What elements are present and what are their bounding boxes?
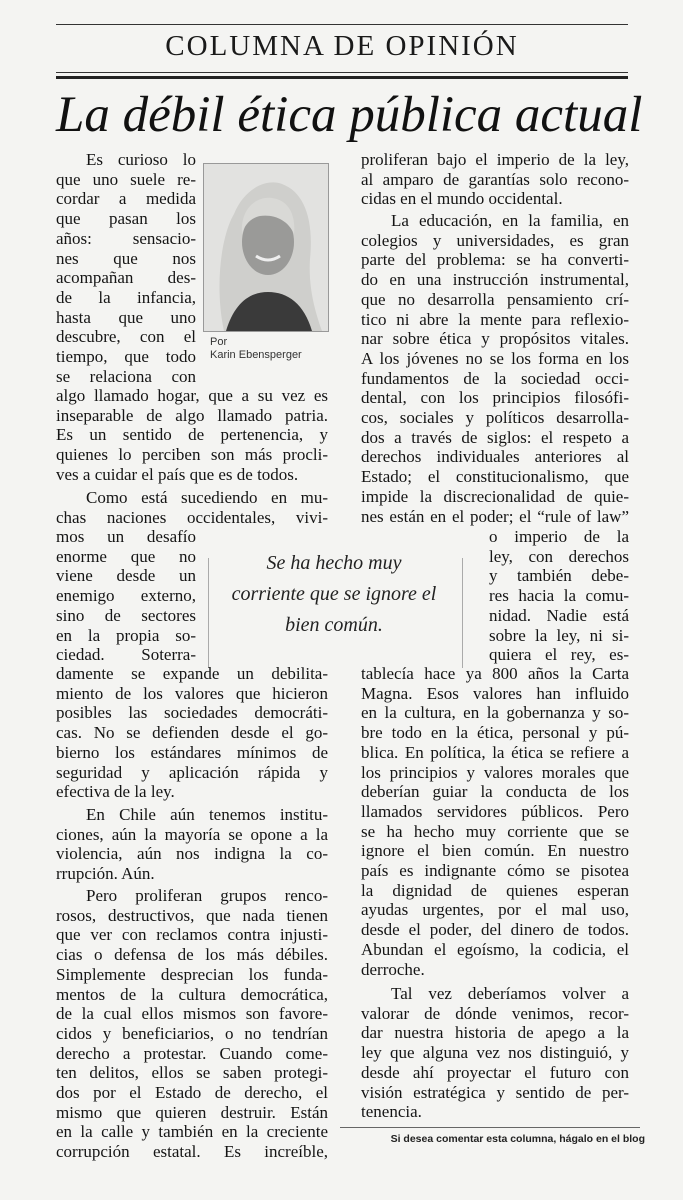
text-line: ciedad. Soterra-: [56, 645, 196, 665]
text-line: acompañan des-: [56, 268, 196, 288]
text-line: mos un desafío: [56, 527, 196, 546]
text-line: al amparo de garantías solo recono-: [361, 169, 629, 189]
text-line: mismo que quieren destruir. Están: [56, 1102, 328, 1122]
text-line: se relaciona con: [56, 366, 196, 386]
text-line: cias o defensa de los más débiles.: [56, 945, 328, 965]
byline: [210, 336, 302, 362]
text-line: ley, con derechos: [489, 546, 629, 566]
text-line: ignore el bien común. En nuestro: [361, 841, 629, 861]
text-line: ciones, aún la mayoría se opone a la: [56, 824, 328, 844]
text-line: hasta que uno: [56, 307, 196, 327]
text-line: deberían guiar la conducta de los: [361, 782, 629, 802]
byline-author: Karin Ebensperger: [210, 349, 302, 361]
text-line: rrupción. Aún.: [56, 864, 155, 884]
text-line: la dignidad de quienes esperan: [361, 880, 629, 900]
text-line: dos por el Estado de derecho, el: [56, 1083, 328, 1102]
text-line: nes que nos: [56, 248, 196, 268]
text-line: La educación, en la familia, en: [391, 211, 629, 230]
text-line: inseparable de algo llamado patria.: [56, 405, 328, 425]
text-line: rosos, destructivos, que nada tienen: [56, 905, 328, 925]
text-line: en la cultura, en la gobernanza y so-: [361, 703, 629, 723]
text-line: dental, con los principios filosófi-: [361, 388, 629, 408]
text-line: años: sensacio-: [56, 228, 196, 248]
text-line: miento de los valores que hicieron: [56, 683, 328, 703]
text-line: de la infancia,: [56, 287, 196, 307]
author-portrait-icon: [204, 164, 328, 331]
text-line: efectiva de la ley.: [56, 782, 175, 802]
text-line: cidas en el mundo occidental.: [361, 189, 563, 209]
text-line: En Chile aún tenemos institu-: [86, 805, 328, 824]
text-line: desde el poder, del dinero de todos.: [361, 920, 629, 940]
text-line: dos a través de siglos: el respeto a: [361, 427, 629, 447]
pull-quote-line: bien común.: [285, 614, 383, 636]
text-line: ten delitos, ellos se saben protegi-: [56, 1063, 328, 1083]
text-line: proliferan bajo el imperio de la ley,: [361, 150, 629, 169]
top-rule: [56, 24, 628, 25]
byline-prefix: Por: [210, 336, 228, 348]
text-line: bre todo en la ética, personal y pú-: [361, 723, 629, 743]
text-line: posibles las sociedades democráti-: [56, 703, 328, 723]
text-line: desde ahí proyectar el futuro con: [361, 1062, 629, 1082]
text-line: do en una instrucción instrumental,: [361, 270, 629, 290]
text-line: que uno suele re-: [56, 169, 196, 189]
text-line: que no desarrolla pensamiento crí-: [361, 289, 629, 309]
text-line: descubre, con el: [56, 327, 196, 347]
text-line: nidad. Nadie está: [489, 605, 629, 625]
text-line: los principios y valores morales que: [361, 762, 629, 782]
text-line: ley que alguna vez nos distinguió, y: [361, 1043, 629, 1063]
text-line: nar sobre ética y propósitos vitales.: [361, 329, 629, 349]
kicker-rule: [56, 72, 628, 73]
text-line: Es curioso lo: [86, 150, 196, 169]
text-line: en la calle y también en la creciente: [56, 1122, 328, 1142]
text-line: fundamentos de la sociedad occi-: [361, 368, 629, 388]
footer-note: Si desea comentar esta columna, hágalo en el blog: [390, 1133, 645, 1145]
text-line: que pasan los: [56, 209, 196, 229]
pull-quote-line: Se ha hecho muy: [266, 552, 402, 574]
text-line: en la propia so-: [56, 625, 196, 645]
text-line: nes están en el poder; el “rule of law”: [361, 506, 629, 526]
pull-quote-rule-left: [208, 558, 209, 668]
text-line: chas naciones occidentales, vivi-: [56, 507, 328, 527]
text-line: cordar a medida: [56, 189, 196, 209]
text-line: país es indignante cómo se pisotea: [361, 861, 629, 880]
text-line: o imperio de la: [489, 527, 629, 546]
text-line: cidos y beneficiarios, o no tendrían: [56, 1023, 328, 1043]
text-line: ayudas urgentes, por el mal uso,: [361, 900, 629, 920]
text-line: A los jóvenes no se los forma en los: [361, 348, 629, 368]
text-line: derechos individuales anteriores al: [361, 447, 629, 467]
text-line: quienes lo perciben son más procli-: [56, 445, 328, 465]
pull-quote: [212, 548, 456, 641]
text-line: valorar de dónde venimos, recor-: [361, 1003, 629, 1023]
text-line: Magna. Esos valores han influido: [361, 683, 629, 703]
text-line: tablecía hace ya 800 años la Carta: [361, 664, 629, 683]
text-line: Simplemente desprecian los funda-: [56, 964, 328, 984]
text-line: Pero proliferan grupos renco-: [86, 886, 328, 905]
text-line: damente se expande un debilita-: [56, 664, 328, 683]
text-line: cos, sociales y políticos desarrolla-: [361, 408, 629, 427]
text-line: Como está sucediendo en mu-: [86, 488, 328, 507]
text-line: res hacia la comu-: [489, 586, 629, 606]
author-photo: [203, 163, 329, 332]
text-line: blica. En política, la ética se refiere a: [361, 742, 629, 762]
text-line: visión estratégica y sentido de per-: [361, 1082, 629, 1102]
text-line: y también debe-: [489, 566, 629, 586]
text-line: tiempo, que todo: [56, 347, 196, 366]
text-line: sino de sectores: [56, 605, 196, 625]
headline: La débil ética pública actual: [56, 87, 643, 143]
text-line: de la cual ellos mismos son favore-: [56, 1004, 328, 1024]
text-line: Estado; el constitucionalismo, que: [361, 467, 629, 487]
text-line: Tal vez deberíamos volver a: [391, 984, 629, 1003]
text-line: seguridad y aplicación rápida y: [56, 762, 328, 782]
text-line: que ver con reclamos contra injusti-: [56, 925, 328, 945]
text-line: viene desde un: [56, 566, 196, 586]
text-line: violencia, aún nos indigna la co-: [56, 844, 328, 864]
text-line: derroche.: [361, 959, 425, 979]
text-line: corrupción estatal. Es increíble,: [56, 1142, 328, 1162]
text-line: enorme que no: [56, 546, 196, 566]
pull-quote-line: corriente que se ignore el: [231, 583, 437, 605]
text-line: bierno los estándares mínimos de: [56, 742, 328, 762]
text-line: Abundan el egoísmo, la codicia, el: [361, 939, 629, 959]
text-line: parte del problema: se ha converti-: [361, 250, 629, 270]
text-line: se ha hecho muy corriente que se: [361, 821, 629, 841]
section-kicker: COLUMNA DE OPINIÓN: [165, 30, 519, 62]
text-line: sobre la ley, ni si-: [489, 625, 629, 645]
text-line: ves a cuidar el país que es de todos.: [56, 464, 299, 484]
text-line: colegios y universidades, es gran: [361, 230, 629, 250]
text-line: dar nuestra historia de apego a la: [361, 1023, 629, 1043]
text-line: cas. No se defienden desde el go-: [56, 723, 328, 743]
text-line: mentos de la cultura democrática,: [56, 984, 328, 1004]
text-line: quiera el rey, es-: [489, 645, 629, 665]
kicker-rule-thick: [56, 76, 628, 79]
text-line: derecho a protestar. Cuando come-: [56, 1043, 328, 1063]
text-line: llamados servidores públicos. Pero: [361, 801, 629, 821]
text-line: impide la discrecionalidad de quie-: [361, 486, 629, 506]
text-line: enemigo externo,: [56, 586, 196, 606]
text-line: Es un sentido de pertenencia, y: [56, 425, 328, 445]
footer-rule: [340, 1127, 640, 1128]
text-line: algo llamado hogar, que a su vez es: [56, 386, 328, 405]
pull-quote-rule-right: [462, 558, 463, 668]
text-line: tenencia.: [361, 1102, 422, 1122]
text-line: tico ni abre la mente para reflexio-: [361, 309, 629, 329]
